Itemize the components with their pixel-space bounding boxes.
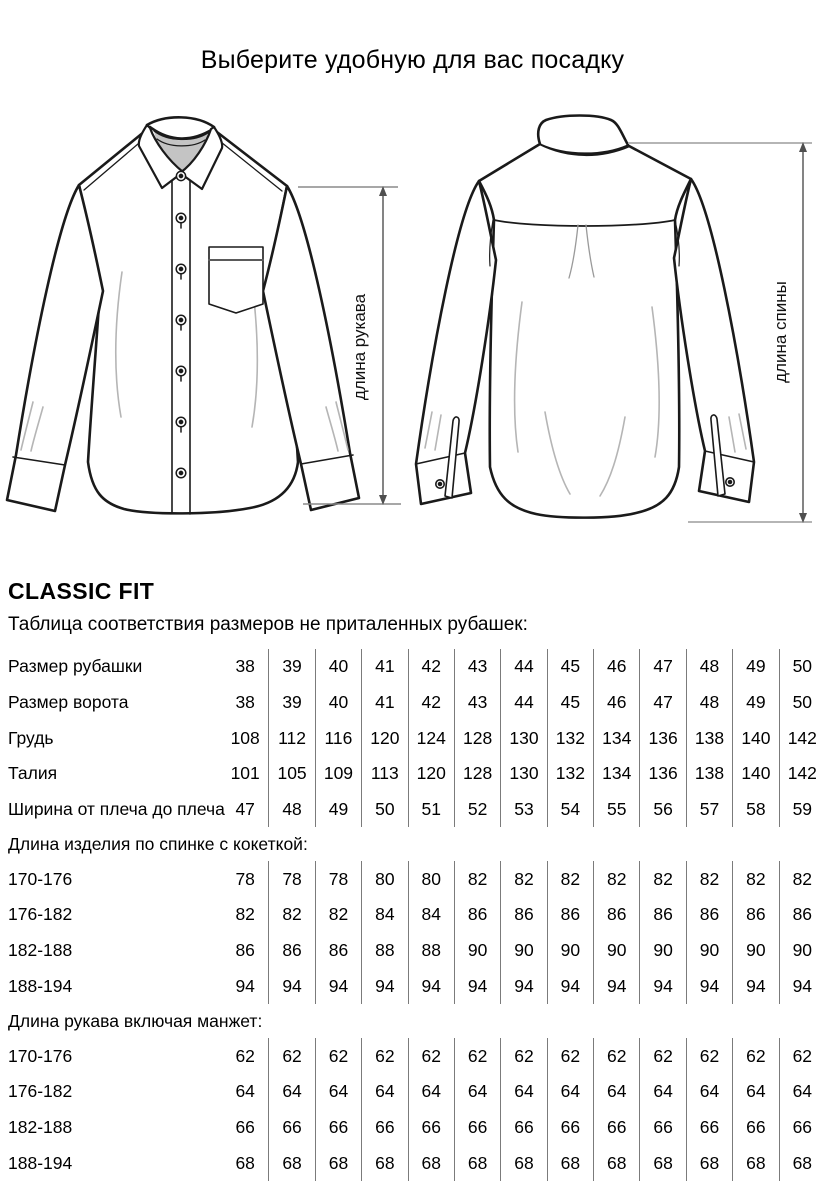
size-value: 66 (732, 1110, 778, 1146)
size-value: 90 (686, 933, 732, 969)
page-title: Выберите удобную для вас посадку (200, 46, 625, 74)
size-value: 140 (732, 756, 778, 792)
table-row (0, 1145, 825, 1181)
size-value: 66 (268, 1110, 314, 1146)
table-row (0, 756, 825, 792)
size-value: 68 (779, 1145, 825, 1181)
size-value: 128 (454, 720, 500, 756)
size-value: 90 (639, 933, 685, 969)
size-value: 64 (686, 1074, 732, 1110)
size-value: 90 (732, 933, 778, 969)
size-value: 64 (235, 1081, 255, 1102)
size-value: 64 (500, 1074, 546, 1110)
size-value: 78 (315, 861, 361, 897)
size-value: 101 (230, 763, 260, 784)
size-value: 64 (408, 1074, 454, 1110)
size-value: 86 (732, 897, 778, 933)
row-label: Размер рубашки (8, 656, 143, 677)
size-value: 82 (686, 861, 732, 897)
row-label: Ширина от плеча до плеча (8, 799, 225, 820)
table-row (0, 792, 825, 828)
size-value: 62 (686, 1038, 732, 1074)
size-value: 68 (454, 1145, 500, 1181)
size-value: 54 (547, 792, 593, 828)
size-value: 51 (408, 792, 454, 828)
size-value: 80 (408, 861, 454, 897)
size-value: 82 (547, 861, 593, 897)
size-value: 113 (361, 756, 407, 792)
size-value: 50 (779, 649, 825, 685)
size-value: 142 (779, 756, 825, 792)
size-value: 47 (235, 799, 255, 820)
row-label: 182-188 (8, 1116, 73, 1137)
size-value: 40 (315, 685, 361, 721)
size-value: 82 (315, 897, 361, 933)
size-value: 90 (547, 933, 593, 969)
size-value: 40 (315, 649, 361, 685)
table-row (0, 685, 825, 721)
row-label: 176-182 (8, 904, 73, 925)
size-value: 84 (361, 897, 407, 933)
size-value: 66 (593, 1110, 639, 1146)
size-table-sleeve-length (0, 1038, 825, 1181)
table-row (0, 649, 825, 685)
size-value: 62 (639, 1038, 685, 1074)
size-value: 49 (315, 792, 361, 828)
size-value: 86 (779, 897, 825, 933)
size-value: 68 (732, 1145, 778, 1181)
size-value: 46 (593, 649, 639, 685)
size-value: 82 (500, 861, 546, 897)
size-value: 58 (732, 792, 778, 828)
size-value: 68 (361, 1145, 407, 1181)
table-caption: Таблица соответствия размеров не приталенных рубашек: (8, 614, 528, 635)
table-row (0, 933, 825, 969)
size-value: 43 (454, 649, 500, 685)
size-value: 62 (500, 1038, 546, 1074)
size-value: 62 (268, 1038, 314, 1074)
size-table (0, 649, 825, 1181)
size-value: 41 (361, 649, 407, 685)
size-value: 86 (315, 933, 361, 969)
row-label: Размер ворота (8, 692, 129, 713)
size-value: 116 (315, 720, 361, 756)
size-value: 82 (593, 861, 639, 897)
size-value: 78 (268, 861, 314, 897)
size-value: 66 (361, 1110, 407, 1146)
size-value: 94 (315, 969, 361, 1005)
size-value: 38 (235, 656, 255, 677)
table-row (0, 1038, 825, 1074)
size-value: 134 (593, 720, 639, 756)
size-value: 124 (408, 720, 454, 756)
size-value: 68 (547, 1145, 593, 1181)
size-value: 56 (639, 792, 685, 828)
size-value: 86 (454, 897, 500, 933)
size-value: 84 (408, 897, 454, 933)
size-value: 88 (361, 933, 407, 969)
size-value: 134 (593, 756, 639, 792)
size-value: 48 (686, 649, 732, 685)
size-value: 66 (315, 1110, 361, 1146)
sleeve-length-label: длина рукава (350, 293, 369, 401)
size-value: 42 (408, 685, 454, 721)
size-value: 66 (547, 1110, 593, 1146)
size-value: 82 (454, 861, 500, 897)
size-value: 41 (361, 685, 407, 721)
row-label: 182-188 (8, 940, 73, 961)
size-value: 62 (315, 1038, 361, 1074)
table-row (0, 969, 825, 1005)
size-value: 130 (500, 756, 546, 792)
size-value: 64 (315, 1074, 361, 1110)
size-value: 94 (639, 969, 685, 1005)
back-shirt-drawing (416, 116, 754, 518)
size-value: 94 (361, 969, 407, 1005)
size-value: 68 (593, 1145, 639, 1181)
size-value: 105 (268, 756, 314, 792)
size-value: 46 (593, 685, 639, 721)
size-value: 39 (268, 685, 314, 721)
size-value: 68 (268, 1145, 314, 1181)
size-table-main (0, 649, 825, 827)
size-value: 132 (547, 756, 593, 792)
size-value: 64 (547, 1074, 593, 1110)
size-value: 94 (268, 969, 314, 1005)
row-label: Талия (8, 763, 58, 784)
size-value: 86 (268, 933, 314, 969)
size-value: 68 (408, 1145, 454, 1181)
size-value: 43 (454, 685, 500, 721)
table-row (0, 720, 825, 756)
size-value: 86 (686, 897, 732, 933)
size-value: 138 (686, 756, 732, 792)
size-value: 66 (639, 1110, 685, 1146)
size-value: 66 (235, 1116, 255, 1137)
size-value: 120 (408, 756, 454, 792)
size-value: 62 (732, 1038, 778, 1074)
size-value: 64 (454, 1074, 500, 1110)
size-value: 64 (779, 1074, 825, 1110)
size-value: 82 (639, 861, 685, 897)
size-value: 86 (547, 897, 593, 933)
size-value: 52 (454, 792, 500, 828)
size-value: 138 (686, 720, 732, 756)
size-value: 68 (686, 1145, 732, 1181)
size-value: 109 (315, 756, 361, 792)
size-value: 62 (547, 1038, 593, 1074)
table-row (0, 897, 825, 933)
size-value: 38 (235, 692, 255, 713)
table-row (0, 1110, 825, 1146)
size-value: 140 (732, 720, 778, 756)
size-value: 94 (235, 975, 255, 996)
size-value: 86 (593, 897, 639, 933)
size-value: 45 (547, 685, 593, 721)
size-value: 64 (361, 1074, 407, 1110)
size-value: 66 (779, 1110, 825, 1146)
size-value: 130 (500, 720, 546, 756)
size-value: 66 (408, 1110, 454, 1146)
back-length-label: длина спины (771, 281, 790, 383)
size-value: 68 (235, 1152, 255, 1173)
size-value: 66 (500, 1110, 546, 1146)
size-value: 90 (454, 933, 500, 969)
shirt-fit-diagram (0, 112, 825, 532)
row-label: 188-194 (8, 1152, 73, 1173)
size-value: 57 (686, 792, 732, 828)
size-value: 68 (639, 1145, 685, 1181)
size-value: 44 (500, 649, 546, 685)
size-value: 86 (500, 897, 546, 933)
size-value: 64 (268, 1074, 314, 1110)
size-value: 132 (547, 720, 593, 756)
table-row (0, 1074, 825, 1110)
row-label: 170-176 (8, 868, 73, 889)
size-value: 48 (686, 685, 732, 721)
size-value: 64 (639, 1074, 685, 1110)
size-value: 47 (639, 685, 685, 721)
size-value: 66 (454, 1110, 500, 1146)
size-value: 48 (268, 792, 314, 828)
size-value: 82 (732, 861, 778, 897)
size-value: 53 (500, 792, 546, 828)
size-value: 62 (779, 1038, 825, 1074)
size-value: 62 (454, 1038, 500, 1074)
row-label: 188-194 (8, 975, 73, 996)
size-value: 39 (268, 649, 314, 685)
size-value: 42 (408, 649, 454, 685)
size-value: 62 (361, 1038, 407, 1074)
size-value: 94 (732, 969, 778, 1005)
size-value: 68 (315, 1145, 361, 1181)
size-value: 90 (593, 933, 639, 969)
size-value: 45 (547, 649, 593, 685)
size-value: 49 (732, 649, 778, 685)
size-value: 59 (779, 792, 825, 828)
size-value: 88 (408, 933, 454, 969)
size-value: 94 (454, 969, 500, 1005)
size-value: 55 (593, 792, 639, 828)
size-value: 90 (779, 933, 825, 969)
row-label: Грудь (8, 727, 54, 748)
size-value: 94 (408, 969, 454, 1005)
size-value: 128 (454, 756, 500, 792)
fit-heading: CLASSIC FIT (8, 578, 155, 604)
size-value: 62 (235, 1045, 255, 1066)
size-value: 86 (639, 897, 685, 933)
size-value: 112 (268, 720, 314, 756)
size-value: 82 (779, 861, 825, 897)
size-value: 90 (500, 933, 546, 969)
size-value: 136 (639, 720, 685, 756)
section-header-sleeve-length: Длина рукава включая манжет: (8, 1010, 263, 1031)
front-shirt-drawing (7, 117, 359, 514)
size-value: 50 (361, 792, 407, 828)
size-table-back-length (0, 861, 825, 1004)
size-value: 68 (500, 1145, 546, 1181)
size-value: 50 (779, 685, 825, 721)
size-value: 47 (639, 649, 685, 685)
size-value: 78 (235, 868, 255, 889)
table-row (0, 861, 825, 897)
size-value: 64 (593, 1074, 639, 1110)
size-value: 82 (268, 897, 314, 933)
size-value: 66 (686, 1110, 732, 1146)
size-value: 64 (732, 1074, 778, 1110)
size-value: 120 (361, 720, 407, 756)
size-value: 94 (547, 969, 593, 1005)
size-value: 142 (779, 720, 825, 756)
size-value: 82 (235, 904, 255, 925)
size-value: 108 (230, 727, 260, 748)
size-value: 94 (593, 969, 639, 1005)
row-label: 170-176 (8, 1045, 73, 1066)
size-value: 136 (639, 756, 685, 792)
size-value: 86 (235, 940, 255, 961)
size-value: 49 (732, 685, 778, 721)
size-value: 44 (500, 685, 546, 721)
size-value: 94 (500, 969, 546, 1005)
size-value: 94 (686, 969, 732, 1005)
section-header-back-length: Длина изделия по спинке с кокеткой: (8, 833, 308, 854)
size-value: 62 (408, 1038, 454, 1074)
size-value: 62 (593, 1038, 639, 1074)
size-value: 80 (361, 861, 407, 897)
size-value: 94 (779, 969, 825, 1005)
row-label: 176-182 (8, 1081, 73, 1102)
